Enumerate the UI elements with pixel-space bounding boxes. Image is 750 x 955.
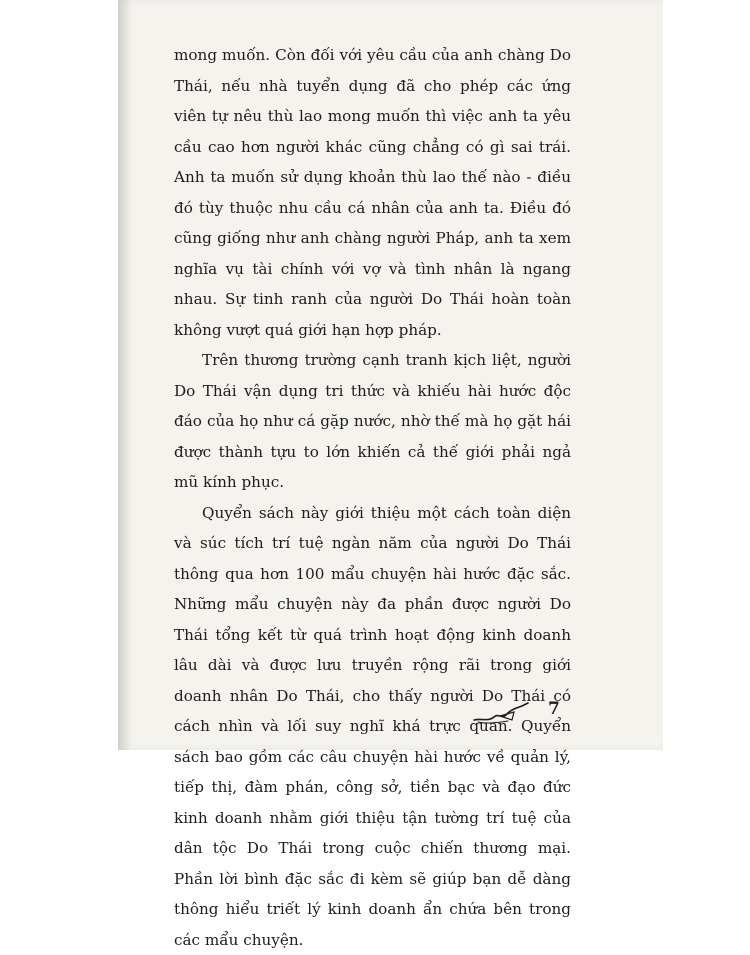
paragraph-continuation: mong muốn. Còn đối với yêu cầu của anh chàng Do Thái, nếu nhà tuyển dụng đã cho phép các ứng viên tự nêu thù lao mong muốn thì việc anh ta yêu cầu cao hơn người khác cũng chẳng có gì sai trái. Anh ta muốn sử dụng khoản thù lao thế nào - điều đó tùy thuộc nhu cầu cá nhân của anh ta. Điều đó cũng giống như anh chàng người Pháp, anh ta xem nghĩa vụ tài chính với vợ và tình nhân là ngang nhau. Sự tinh ranh của người Do Thái hoàn toàn không vượt quá giới hạn hợp pháp.	[174, 40, 571, 345]
pen-flourish-icon	[472, 700, 532, 726]
paragraph-marketplace: Trên thương trường cạnh tranh kịch liệt, người Do Thái vận dụng tri thức và khiếu hài hước độc đáo của họ như cá gặp nước, nhờ thế mà họ gặt hái được thành tựu to lớn khiến cả thế giới phải ngả mũ kính phục.	[174, 345, 571, 498]
paragraph-book-intro: Quyển sách này giới thiệu một cách toàn diện và súc tích trí tuệ ngàn năm của người Do Thái thông qua hơn 100 mẩu chuyện hài hước đặc sắc. Những mẩu chuyện này đa phần được người Do Thái tổng kết từ quá trình hoạt động kinh doanh lâu dài và được lưu truyền rộng rãi trong giới doanh nhân Do Thái, cho thấy người Do Thái có cách nhìn và lối suy nghĩ khá trực quan. Quyển sách bao gồm các câu chuyện hài hước về quản lý, tiếp thị, đàm phán, công sở, tiền bạc và đạo đức kinh doanh nhằm giới thiệu tận tường trí tuệ của dân tộc Do Thái trong cuộc chiến thương mại. Phần lời bình đặc sắc đi kèm sẽ giúp bạn dễ dàng thông hiểu triết lý kinh doanh ẩn chứa bên trong các mẩu chuyện.	[174, 498, 571, 955]
page-body-text	[174, 40, 571, 955]
page-number: 7	[548, 699, 560, 719]
